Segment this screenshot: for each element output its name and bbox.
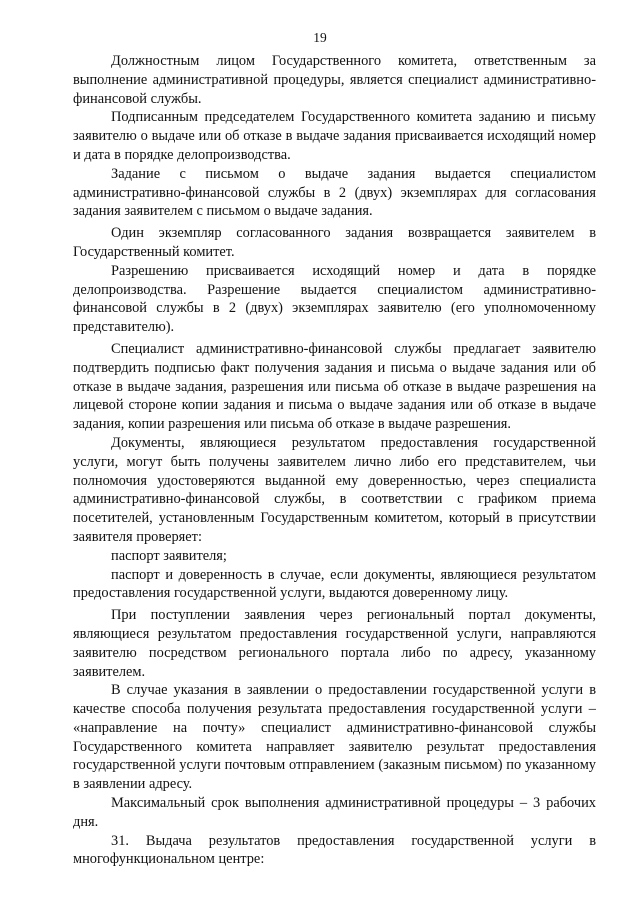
paragraph: При поступлении заявления через региональный портал документы, являющиеся результатом предоставления государственной услуги, направляются заявителю посредством регионального портала либо по адресу, указанному заявителем. (73, 607, 596, 680)
paragraph: Разрешению присваивается исходящий номер и дата в порядке делопроизводства. Разрешение выдается специалистом административно-финансовой службы в 2 (двух) экземплярах заявителю (его уполномоченному представителю). (73, 262, 596, 336)
paragraph: Один экземпляр согласованного задания возвращается заявителем в Государственный комитет. (73, 225, 596, 260)
page-body (73, 52, 596, 869)
paragraph: В случае указания в заявлении о предоставлении государственной услуги в качестве способа получения результата предоставления государственной услуги – «направление на почту» специалист административно-финансовой службы Государственного комитета направляет заявителю результат предоставления государственной услуги почтовым отправлением (заказным письмом) по указанному в заявлении адресу. (73, 682, 596, 793)
paragraph: Должностным лицом Государственного комитета, ответственным за выполнение административной процедуры, является специалист административно-финансовой службы. (73, 53, 596, 107)
paragraph: Специалист административно-финансовой службы предлагает заявителю подтвердить подписью факт получения задания и письма о выдаче задания или об отказе в выдаче задания, разрешения или письма об отказе в выдаче разрешения на лицевой стороне копии задания и письма о выдаче задания или об отказе в выдаче задания, копии разрешения или письма об отказе в выдаче разрешения. (73, 340, 596, 433)
paragraph: Подписанным председателем Государственного комитета заданию и письму заявителю о выдаче или об отказе в выдаче задания присваивается исходящий номер и дата в порядке делопроизводства. (73, 109, 596, 163)
section-heading: 31. Выдача результатов предоставления государственной услуги в многофункциональном центре: (73, 832, 596, 868)
list-item: паспорт заявителя; (111, 547, 227, 564)
paragraph: Максимальный срок выполнения административной процедуры – 3 рабочих дня. (73, 795, 596, 830)
paragraph: Документы, являющиеся результатом предоставления государственной услуги, могут быть получены заявителем лично либо его представителем, чьи полномочия удостоверяются выданной ему доверенностью, через специалиста административно-финансовой службы, в соответствии с графиком приема посетителей, установленным Государственным комитетом, который в присутствии заявителя проверяет: (73, 434, 596, 545)
list-item: паспорт и доверенность в случае, если документы, являющиеся результатом предоставления государственной услуги, выдаются доверенному лицу. (73, 566, 596, 602)
page-number: 19 (313, 30, 327, 45)
paragraph: Задание с письмом о выдаче задания выдается специалистом административно-финансовой службы в 2 (двух) экземплярах для согласования задания заявителем с письмом о выдаче задания. (73, 165, 596, 220)
